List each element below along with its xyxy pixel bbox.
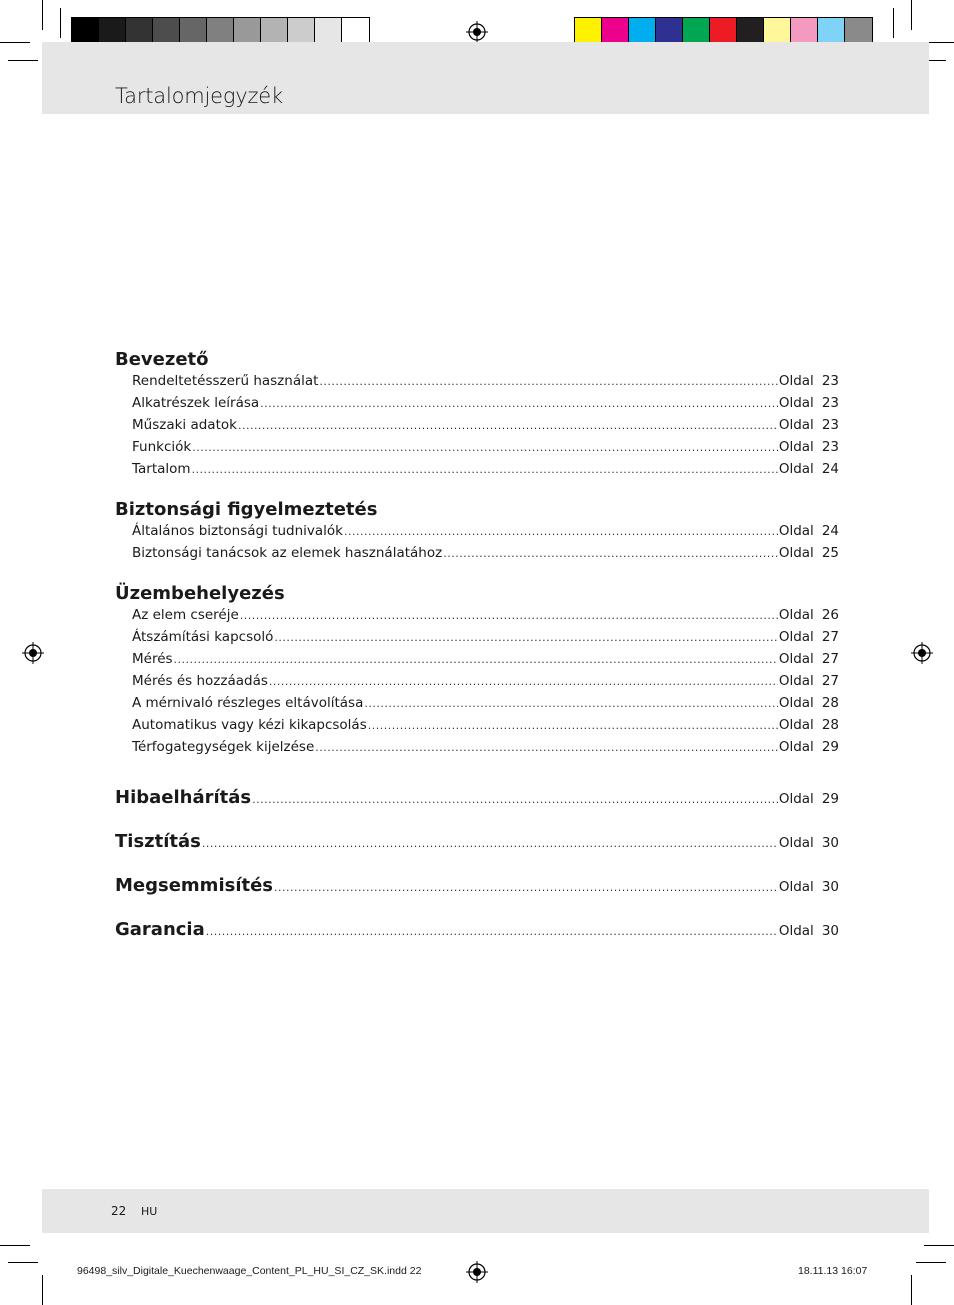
toc-entry[interactable] bbox=[115, 717, 839, 739]
toc-entry-label: Mérés és hozzáadás bbox=[132, 673, 268, 689]
page-word: Oldal bbox=[778, 695, 814, 711]
toc-entry-label: Megsemmisítés bbox=[115, 875, 274, 896]
toc-entry-label: Alkatrészek leírása bbox=[132, 395, 260, 411]
toc-entry[interactable] bbox=[115, 739, 839, 761]
dot-leader bbox=[240, 609, 778, 622]
toc-page-ref bbox=[779, 717, 839, 733]
toc-entry-label: Funkciók bbox=[132, 439, 192, 455]
page-number: 23 bbox=[821, 373, 839, 389]
toc-entry[interactable] bbox=[115, 545, 839, 567]
toc-page-ref bbox=[779, 835, 839, 851]
page-number: 30 bbox=[821, 835, 839, 851]
crop-mark bbox=[0, 42, 30, 43]
toc-section bbox=[115, 581, 839, 761]
toc-entry-label: Átszámítási kapcsoló bbox=[132, 629, 274, 645]
crop-mark bbox=[42, 0, 43, 30]
table-of-contents bbox=[115, 347, 839, 951]
toc-main-entry[interactable] bbox=[115, 863, 839, 907]
page-number: 26 bbox=[821, 607, 839, 623]
page-word: Oldal bbox=[778, 651, 814, 667]
toc-page-ref bbox=[779, 629, 839, 645]
section-title[interactable]: Üzembehelyezés bbox=[115, 583, 285, 604]
page-number: 24 bbox=[821, 461, 839, 477]
toc-page-ref bbox=[779, 651, 839, 667]
page-number: 23 bbox=[821, 395, 839, 411]
slug-filename: 96498_silv_Digitale_Kuechenwaage_Content_PL_HU_SI_CZ_SK.indd 22 bbox=[77, 1265, 422, 1277]
crop-mark bbox=[60, 8, 61, 38]
registration-mark-icon bbox=[466, 21, 488, 43]
toc-page-ref bbox=[779, 607, 839, 623]
dot-leader bbox=[443, 547, 778, 560]
toc-entry-label: Tisztítás bbox=[115, 831, 201, 852]
crop-mark bbox=[924, 1245, 954, 1246]
section-title[interactable]: Biztonsági figyelmeztetés bbox=[115, 499, 378, 520]
page-number: 28 bbox=[821, 717, 839, 733]
dot-leader bbox=[274, 881, 778, 894]
page-word: Oldal bbox=[778, 545, 814, 561]
toc-page-ref bbox=[779, 395, 839, 411]
toc-page-ref bbox=[779, 461, 839, 477]
page-word: Oldal bbox=[778, 461, 814, 477]
page-word: Oldal bbox=[778, 373, 814, 389]
page-number: 27 bbox=[821, 673, 839, 689]
dot-leader bbox=[319, 375, 777, 388]
toc-entry[interactable] bbox=[115, 695, 839, 717]
section-gap bbox=[115, 761, 839, 775]
page-number: 23 bbox=[821, 417, 839, 433]
page-word: Oldal bbox=[778, 923, 814, 939]
toc-entry-label: Tartalom bbox=[132, 461, 191, 477]
page-number: 25 bbox=[821, 545, 839, 561]
footer-band bbox=[42, 1189, 929, 1233]
toc-section bbox=[115, 347, 839, 483]
section-title[interactable]: Bevezető bbox=[115, 349, 209, 370]
dot-leader bbox=[315, 741, 778, 754]
page-number: 30 bbox=[821, 923, 839, 939]
toc-entry[interactable] bbox=[115, 523, 839, 545]
toc-page-ref bbox=[779, 523, 839, 539]
toc-page-ref bbox=[779, 545, 839, 561]
crop-mark bbox=[8, 1262, 38, 1263]
toc-entry[interactable] bbox=[115, 651, 839, 673]
toc-entry-label: Garancia bbox=[115, 919, 205, 940]
dot-leader bbox=[344, 525, 778, 538]
toc-entry-label: Az elem cseréje bbox=[132, 607, 239, 623]
page-word: Oldal bbox=[778, 791, 814, 807]
dot-leader bbox=[192, 441, 778, 454]
page-word: Oldal bbox=[778, 739, 814, 755]
toc-entry[interactable] bbox=[115, 673, 839, 695]
page-word: Oldal bbox=[778, 395, 814, 411]
page-word: Oldal bbox=[778, 673, 814, 689]
dot-leader bbox=[238, 419, 778, 432]
toc-page-ref bbox=[779, 791, 839, 807]
dot-leader bbox=[274, 631, 777, 644]
page-number: 29 bbox=[821, 739, 839, 755]
page-number: 29 bbox=[821, 791, 839, 807]
toc-entry[interactable] bbox=[115, 607, 839, 629]
page-word: Oldal bbox=[778, 523, 814, 539]
toc-page-ref bbox=[779, 439, 839, 455]
dot-leader bbox=[202, 837, 778, 850]
registration-mark-icon bbox=[911, 642, 933, 664]
dot-leader bbox=[260, 397, 778, 410]
dot-leader bbox=[269, 675, 778, 688]
toc-entry-label: Automatikus vagy kézi kikapcsolás bbox=[132, 717, 367, 733]
header-band bbox=[42, 42, 929, 114]
toc-entry-label: A mérnivaló részleges eltávolítása bbox=[132, 695, 364, 711]
toc-entry-label: Hibaelhárítás bbox=[115, 787, 252, 808]
page-word: Oldal bbox=[778, 607, 814, 623]
crop-mark bbox=[8, 60, 38, 61]
crop-mark bbox=[893, 8, 894, 38]
page-title: Tartalomjegyzék bbox=[115, 84, 283, 108]
page-number: 23 bbox=[821, 439, 839, 455]
page-word: Oldal bbox=[778, 879, 814, 895]
toc-entry-label: Térfogategységek kijelzése bbox=[132, 739, 315, 755]
page-number: 24 bbox=[821, 523, 839, 539]
dot-leader bbox=[174, 653, 778, 666]
crop-mark bbox=[911, 0, 912, 30]
toc-section bbox=[115, 497, 839, 567]
page-number: 22 bbox=[111, 1204, 127, 1218]
toc-entry-label: Műszaki adatok bbox=[132, 417, 237, 433]
crop-mark bbox=[911, 1275, 912, 1305]
toc-entry-label: Rendeltetésszerű használat bbox=[132, 373, 319, 389]
page-word: Oldal bbox=[778, 629, 814, 645]
toc-entry-label: Általános biztonsági tudnivalók bbox=[132, 523, 343, 539]
crop-mark bbox=[0, 1245, 30, 1246]
toc-entry-label: Biztonsági tanácsok az elemek használatához bbox=[132, 545, 443, 561]
toc-main-entry[interactable] bbox=[115, 775, 839, 819]
toc-page-ref bbox=[779, 373, 839, 389]
toc-page-ref bbox=[779, 879, 839, 895]
section-gap bbox=[115, 483, 839, 497]
toc-entry[interactable] bbox=[115, 373, 839, 395]
dot-leader bbox=[206, 925, 778, 938]
page-word: Oldal bbox=[778, 439, 814, 455]
toc-entry[interactable] bbox=[115, 417, 839, 439]
toc-entry[interactable] bbox=[115, 461, 839, 483]
registration-mark-icon bbox=[466, 1261, 488, 1283]
toc-entry[interactable] bbox=[115, 395, 839, 417]
toc-page-ref bbox=[779, 673, 839, 689]
crop-mark bbox=[916, 1262, 946, 1263]
dot-leader bbox=[368, 719, 778, 732]
language-code: HU bbox=[141, 1205, 158, 1218]
dot-leader bbox=[252, 793, 778, 806]
dot-leader bbox=[192, 463, 778, 476]
page-word: Oldal bbox=[778, 417, 814, 433]
slug-date: 18.11.13 16:07 bbox=[798, 1265, 868, 1277]
dot-leader bbox=[364, 697, 777, 710]
toc-page-ref bbox=[779, 739, 839, 755]
toc-page-ref bbox=[779, 695, 839, 711]
toc-entry-label: Mérés bbox=[132, 651, 173, 667]
toc-page-ref bbox=[779, 923, 839, 939]
toc-main-entry[interactable] bbox=[115, 907, 839, 951]
toc-entry[interactable] bbox=[115, 439, 839, 461]
section-gap bbox=[115, 567, 839, 581]
toc-page-ref bbox=[779, 417, 839, 433]
registration-mark-icon bbox=[22, 642, 44, 664]
page-number: 30 bbox=[821, 879, 839, 895]
crop-mark bbox=[42, 1275, 43, 1305]
page-word: Oldal bbox=[778, 835, 814, 851]
page-number: 27 bbox=[821, 629, 839, 645]
toc-entry[interactable] bbox=[115, 629, 839, 651]
page-word: Oldal bbox=[778, 717, 814, 733]
page-number: 27 bbox=[821, 651, 839, 667]
page-number: 28 bbox=[821, 695, 839, 711]
toc-main-entry[interactable] bbox=[115, 819, 839, 863]
